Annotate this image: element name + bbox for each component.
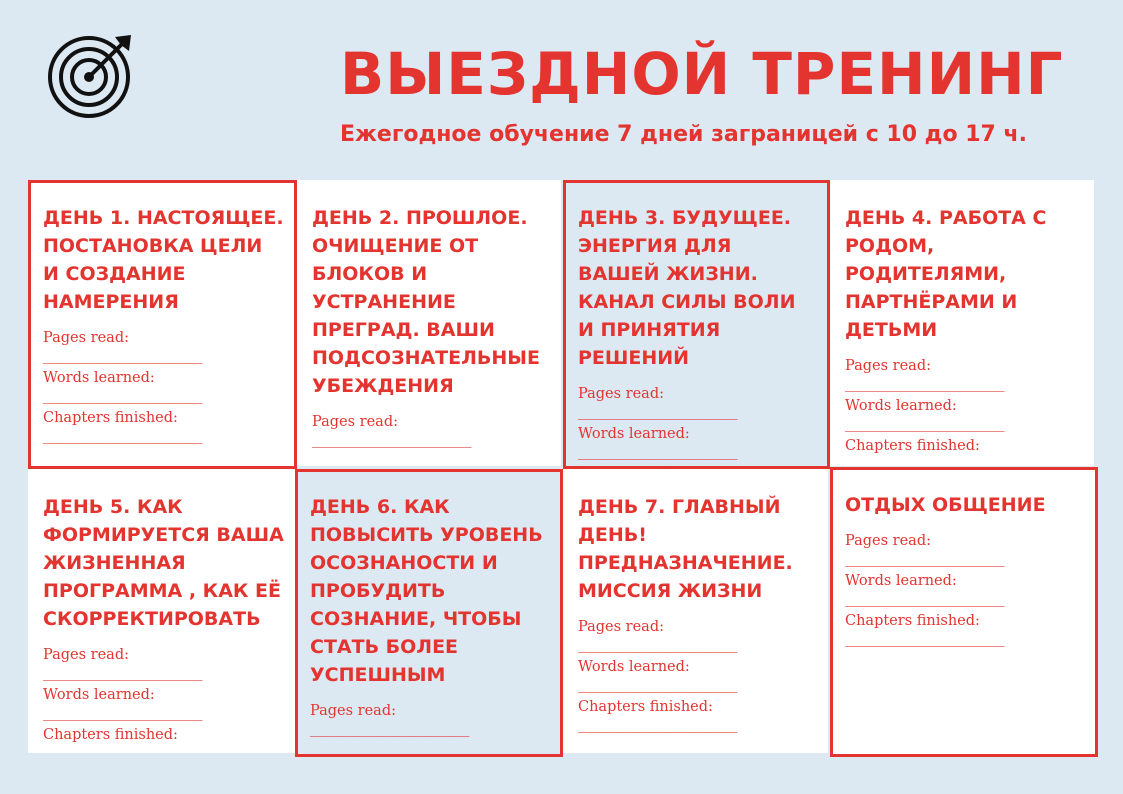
words-learned-field: [43, 686, 284, 726]
fill-line: ______________________: [43, 388, 203, 404]
fill-line: ______________________: [845, 416, 1005, 432]
pages-read-field: [310, 702, 550, 742]
words-learned-field: [845, 397, 1082, 437]
field-label: Chapters finished:: [43, 727, 178, 743]
chapters-finished-field: [43, 726, 284, 766]
field-label: Pages read:: [845, 533, 931, 549]
fill-line: ______________________: [43, 665, 203, 681]
page-subtitle: Ежегодное обучение 7 дней заграницей с 10 до 17 ч.: [340, 122, 1027, 147]
field-label: Words learned:: [845, 573, 957, 589]
field-label: Pages read:: [43, 647, 129, 663]
chapters-finished-field: [845, 612, 1085, 652]
card-title: ДЕНЬ 2. ПРОШЛОЕ. ОЧИЩЕНИЕ ОТ БЛОКОВ И УСТРАНЕНИЕ ПРЕГРАД. ВАШИ ПОДСОЗНАТЕЛЬНЫЕ УБЕЖДЕНИЯ: [312, 207, 540, 397]
target-icon: [47, 33, 133, 119]
day-card-2: [297, 180, 561, 466]
pages-read-field: [845, 357, 1082, 397]
field-label: Words learned:: [845, 398, 957, 414]
field-label: Pages read:: [845, 358, 931, 374]
pages-read-field: [312, 413, 549, 453]
field-label: Chapters finished:: [845, 613, 980, 629]
day-card-4: [830, 180, 1094, 466]
pages-read-field: [578, 385, 817, 425]
day-card-1: [28, 180, 297, 469]
fill-line: ______________________: [578, 677, 738, 693]
card-title: ДЕНЬ 4. РАБОТА С РОДОМ, РОДИТЕЛЯМИ, ПАРТНЁРАМИ И ДЕТЬМИ: [845, 207, 1047, 341]
fill-line: ______________________: [578, 637, 738, 653]
day-card-6: [295, 469, 563, 757]
pages-read-field: [845, 532, 1085, 572]
pages-read-field: [43, 646, 284, 686]
field-label: Words learned:: [43, 687, 155, 703]
card-title: ОТДЫХ ОБЩЕНИЕ: [845, 494, 1046, 516]
card-title: ДЕНЬ 7. ГЛАВНЫЙ ДЕНЬ! ПРЕДНАЗНАЧЕНИЕ. МИССИЯ ЖИЗНИ: [578, 496, 793, 602]
fill-line: ______________________: [43, 705, 203, 721]
field-label: Words learned:: [578, 659, 690, 675]
fill-line: ______________________: [43, 348, 203, 364]
card-title: ДЕНЬ 1. НАСТОЯЩЕЕ. ПОСТАНОВКА ЦЕЛИ И СОЗДАНИЕ НАМЕРЕНИЯ: [43, 207, 284, 313]
chapters-finished-field: [578, 698, 816, 738]
fill-line: ______________________: [845, 551, 1005, 567]
fill-line: ______________________: [578, 444, 738, 460]
page-title: ВЫЕЗДНОЙ ТРЕНИНГ: [340, 40, 1064, 108]
field-label: Pages read:: [312, 414, 398, 430]
words-learned-field: [578, 658, 816, 698]
day-card-7: [563, 469, 828, 753]
card-title: ДЕНЬ 6. КАК ПОВЫСИТЬ УРОВЕНЬ ОСОЗНАНОСТИ И ПРОБУДИТЬ СОЗНАНИЕ, ЧТОБЫ СТАТЬ БОЛЕЕ УСПЕШНЫМ: [310, 496, 543, 686]
field-label: Pages read:: [578, 386, 664, 402]
fill-line: ______________________: [312, 432, 472, 448]
field-label: Chapters finished:: [43, 410, 178, 426]
field-label: Pages read:: [310, 703, 396, 719]
field-label: Words learned:: [43, 370, 155, 386]
fill-line: ______________________: [578, 404, 738, 420]
fill-line: ______________________: [310, 721, 470, 737]
words-learned-field: [43, 369, 284, 409]
words-learned-field: [578, 425, 817, 465]
card-title: ДЕНЬ 5. КАК ФОРМИРУЕТСЯ ВАША ЖИЗНЕННАЯ ПРОГРАММА , КАК ЕЁ СКОРРЕКТИРОВАТЬ: [43, 496, 284, 630]
fill-line: ______________________: [578, 717, 738, 733]
fill-line: ______________________: [845, 631, 1005, 647]
field-label: Chapters finished:: [845, 438, 980, 454]
rest-card: [830, 467, 1098, 757]
pages-read-field: [578, 618, 816, 658]
fill-line: ______________________: [845, 591, 1005, 607]
pages-read-field: [43, 329, 284, 369]
field-label: Pages read:: [578, 619, 664, 635]
field-label: Words learned:: [578, 426, 690, 442]
field-label: Chapters finished:: [578, 699, 713, 715]
chapters-finished-field: [43, 409, 284, 449]
words-learned-field: [845, 572, 1085, 612]
day-card-3: [563, 180, 830, 469]
day-card-5: [28, 469, 296, 753]
fill-line: ______________________: [43, 428, 203, 444]
field-label: Pages read:: [43, 330, 129, 346]
card-title: ДЕНЬ 3. БУДУЩЕЕ. ЭНЕРГИЯ ДЛЯ ВАШЕЙ ЖИЗНИ. КАНАЛ СИЛЫ ВОЛИ И ПРИНЯТИЯ РЕШЕНИЙ: [578, 207, 796, 369]
fill-line: ______________________: [845, 376, 1005, 392]
